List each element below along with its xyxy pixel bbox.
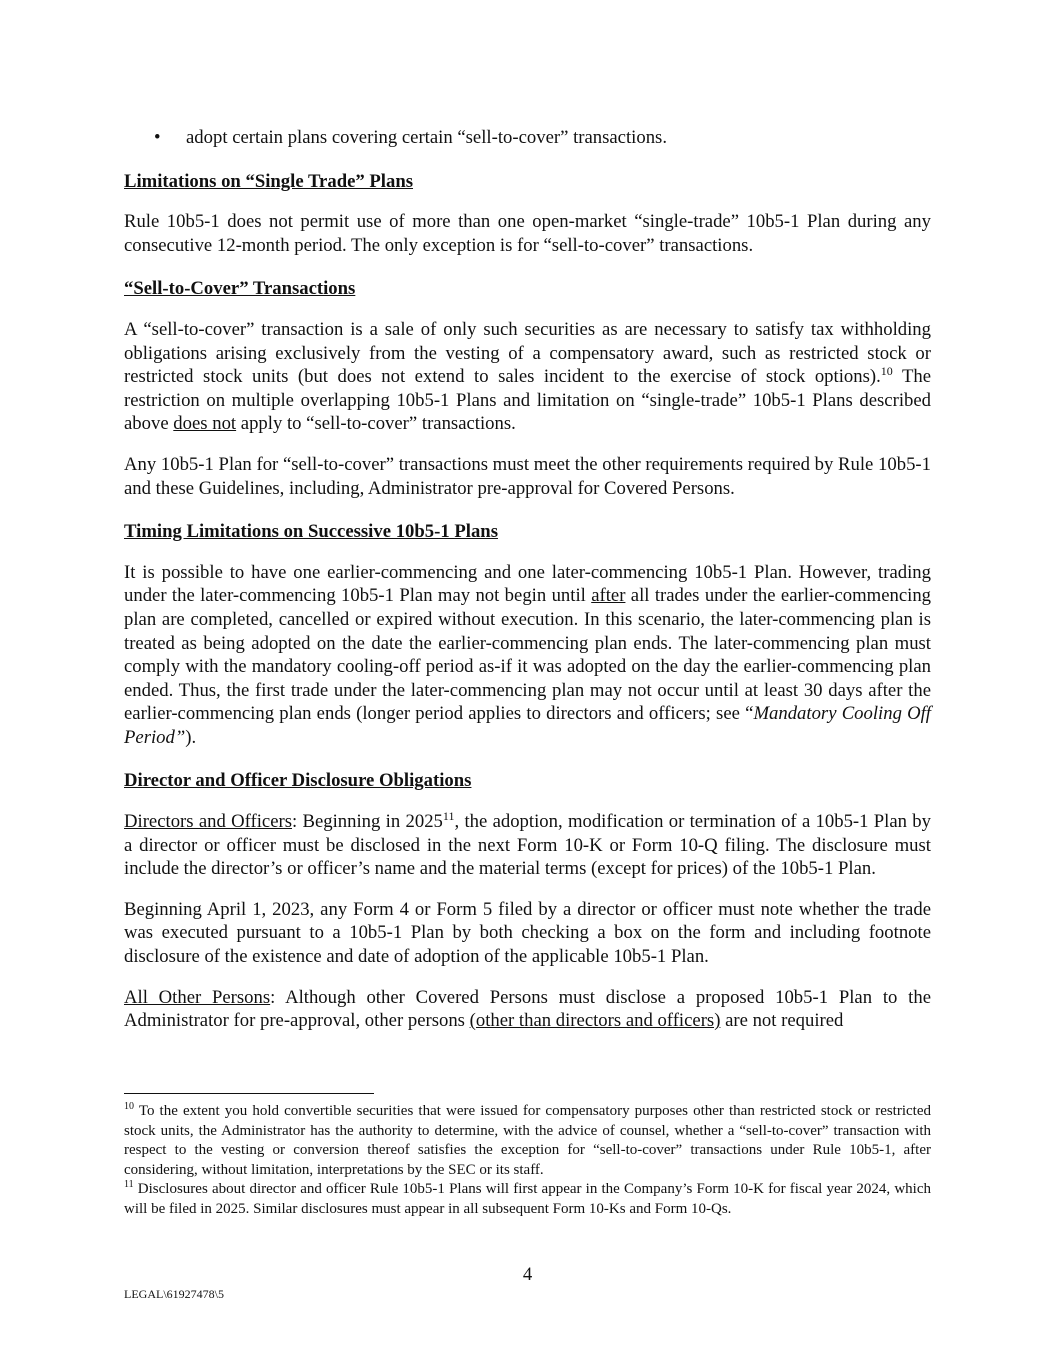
footnote-divider (124, 1093, 374, 1094)
text-run: apply to “sell-to-cover” transactions. (236, 413, 516, 435)
text-run: ). (185, 726, 197, 748)
paragraph-disclosure-3 (124, 986, 931, 1033)
paragraph-disclosure-1 (124, 810, 931, 881)
paragraph-single-trade: Rule 10b5-1 does not permit use of more than one open-market “single-trade” 10b5-1 Plan during any consecutive 12-month period. The only exception is for “sell-to-cover” transactions. (124, 211, 931, 256)
footnote-text: Disclosures about director and officer Rule 10b5-1 Plans will first appear in the Company’s Form 10-K for fiscal year 2024, which will be filed in 2025. Similar disclosures must appear in all subsequent Form 10-Ks and Form 10-Qs. (124, 1181, 931, 1217)
paragraph-disclosure-2: Beginning April 1, 2023, any Form 4 or Form 5 filed by a director or officer must note whether the trade was executed pursuant to a 10b5-1 Plan by both checking a box on the form and including footnote disclosure of the existence and date of adoption of the applicable 10b5-1 Plan. (124, 898, 931, 968)
label-all-other-persons: All Other Persons (124, 986, 271, 1008)
text-run: A “sell-to-cover” transaction is a sale of only such securities as are necessary to satisfy tax withholding obligations arising exclusively from the vesting of a compensatory award, such as restricted stock or restricted stock units (but does not extend to sales incident to the exercise of stock options). (124, 318, 931, 388)
label-directors-officers: Directors and Officers (124, 811, 293, 833)
bullet-item (124, 126, 931, 150)
text-run: : Beginning in 2025 (292, 811, 443, 833)
heading-disclosure: Director and Officer Disclosure Obligations (124, 770, 472, 792)
text-run: all trades under the earlier-commencing plan are completed, cancelled or expired without execution. In this scenario, the later-commencing plan is treated as being adopted on the date the earlier-commencing plan ends. The later-commencing plan must comply with the mandatory cooling-off period as-if it was adopted on the day the earlier-commencing plan ended. Thus, the first trade under the later-commencing plan may not occur until at least 30 days after the earlier-commencing plan ends (longer period applies to directors and officers; see “ (124, 585, 932, 725)
paragraph-sell-to-cover-2: Any 10b5-1 Plan for “sell-to-cover” transactions must meet the other requirements required by Rule 10b5-1 and these Guidelines, including, Administrator pre-approval for Covered Persons. (124, 453, 931, 499)
emphasis-after: after (591, 585, 626, 607)
body-text (124, 122, 931, 1033)
text-run: , the adoption, modification or termination of a 10b5-1 Plan by a director or officer must be disclosed in the next Form 10-K or Form 10-Q filing. The disclosure must include the director’s or officer’s name and the material terms (except for prices) of the 10b5-1 Plan. (124, 811, 931, 880)
bullet-text: adopt certain plans covering certain “sell-to-cover” transactions. (186, 127, 667, 148)
italic-reference: Mandatory Cooling Off Period” (124, 703, 932, 748)
paragraph-sell-to-cover-1 (124, 318, 931, 436)
text-run: The restriction on multiple overlapping 10b5-1 Plans and limitation on “single-trade” 10b5-1 Plans described above (124, 366, 932, 435)
text-run: are not required (720, 1010, 844, 1032)
page-number: 4 (522, 1264, 533, 1285)
emphasis-does-not: does not (173, 413, 237, 435)
footnote-number: 11 (124, 1179, 134, 1191)
emphasis-other-than: (other than directors and officers) (469, 1010, 721, 1032)
heading-sell-to-cover: “Sell-to-Cover” Transactions (124, 278, 356, 300)
footnote-text: To the extent you hold convertible securities that were issued for compensatory purposes other than restricted stock or restricted stock units, the Administrator has the authority to determine, with the advice of counsel, whether a “sell-to-cover” transaction with respect to the vesting or conversion thereof satisfies the exception for “sell-to-cover” transactions under Rule 10b5-1, after considering, without limitation, interpretations by the SEC or its staff. (124, 1103, 931, 1178)
heading-single-trade: Limitations on “Single Trade” Plans (124, 170, 414, 192)
heading-timing: Timing Limitations on Successive 10b5-1 Plans (124, 521, 498, 543)
footnotes (124, 1102, 931, 1220)
paragraph-timing (124, 561, 931, 750)
bullet-icon: • (154, 127, 161, 148)
footnote-ref-10: 10 (880, 363, 893, 378)
footnote-ref-11: 11 (442, 808, 455, 823)
text-run: It is possible to have one earlier-commencing and one later-commencing 10b5-1 Plan. However, trading under the later-commencing 10b5-1 Plan may not begin until (124, 561, 931, 607)
document-id: LEGAL\61927478\5 (124, 1287, 224, 1301)
text-run: : Although other Covered Persons must disclose a proposed 10b5-1 Plan to the Administrator for pre-approval, other persons (124, 986, 931, 1032)
footnote-number: 10 (124, 1101, 134, 1112)
footnote-11 (124, 1180, 931, 1219)
footnote-10 (124, 1102, 931, 1180)
